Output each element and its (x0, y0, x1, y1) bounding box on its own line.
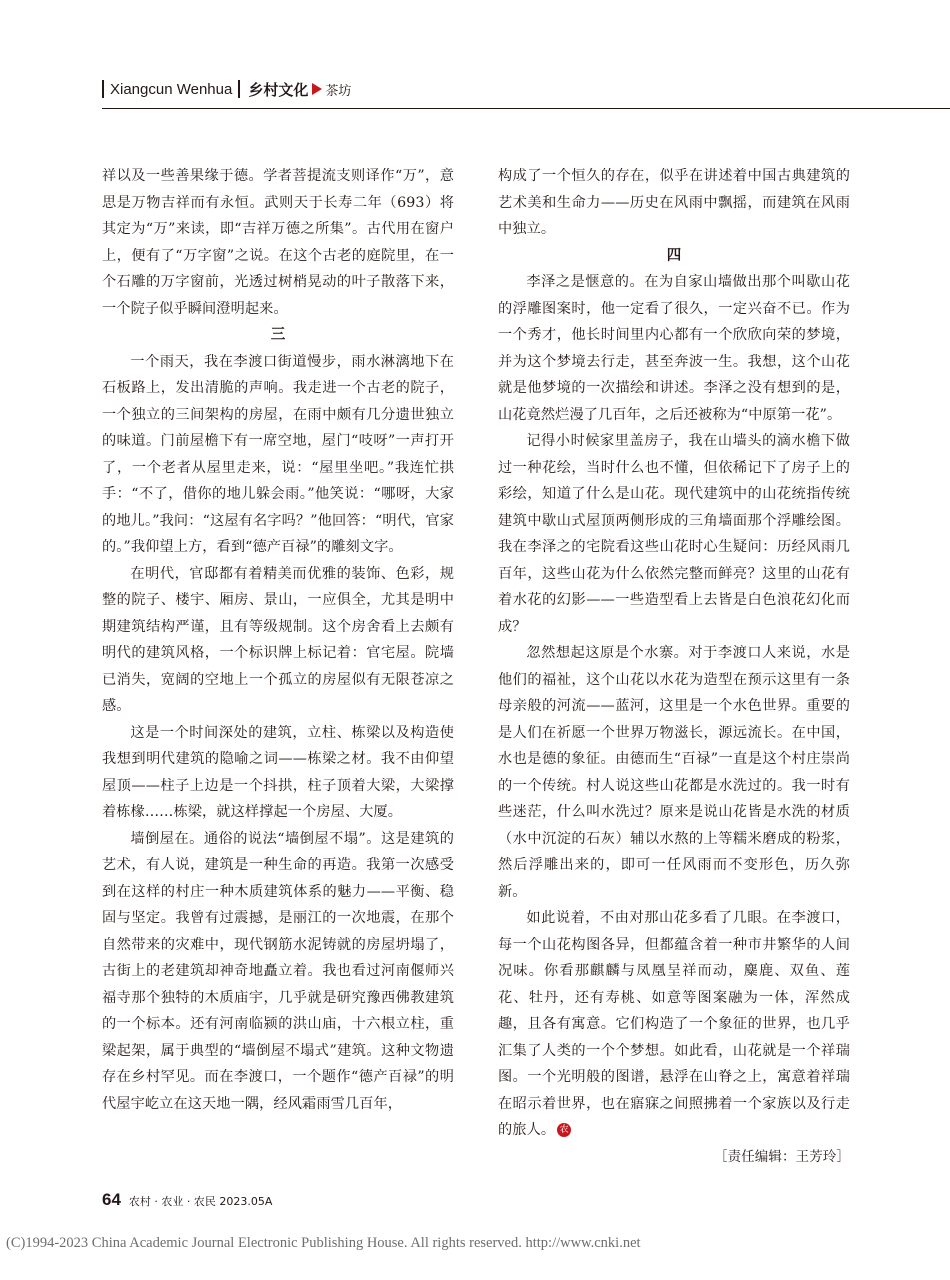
magazine-latin-name: Xiangcun Wenhua (110, 80, 233, 98)
paragraph: 这是一个时间深处的建筑，立柱、栋梁以及构造使我想到明代建筑的隐喻之词——栋梁之材。我不由仰望屋顶——柱子上边是一个抖拱，柱子顶着大梁，大梁撑着栋椽……栋梁，就这样撑起一个房屋、大厦。 (102, 724, 454, 820)
header-rule (102, 108, 950, 109)
paragraph: 记得小时候家里盖房子，我在山墙头的滴水檐下做过一种花绘，当时什么也不懂，但依稀记下了房子上的彩绘，知道了什么是山花。现代建筑中的山花统指传统建筑中歇山式屋顶两侧形成的三角墙面那个浮雕绘图。我在李泽之的宅院看这些山花时心生疑问：历经风雨几百年，这些山花为什么依然完整而鲜亮？这里的山花有着水花的幻影——一些造型看上去皆是白色浪花幻化而成？ (498, 433, 850, 635)
magazine-chinese-name: 乡村文化 (248, 80, 309, 99)
copyright-notice: (C)1994-2023 China Academic Journal Electronic Publishing House. All rights reserved. http://www.cnki.net (6, 1235, 641, 1251)
paragraph: 祥以及一些善果缘于德。学者菩提流支则译作“万”，意思是万物吉祥而有永恒。武则天于长寿二年（693）将其定为“万”来读，即“吉祥万德之所集”。古代用在窗户上，便有了“万字窗”之说。在这个古老的庭院里，在一个石雕的万字窗前，光透过树梢晃动的叶子散落下来，一个院子似乎瞬间澄明起来。 (102, 168, 454, 317)
paragraph-final (498, 905, 850, 1144)
page-number: 64 (102, 1190, 121, 1209)
left-column (102, 163, 454, 1117)
issue-info: 农村 · 农业 · 农民 2023.05A (128, 1195, 273, 1208)
header-bar (102, 80, 104, 98)
section-name: 茶坊 (325, 83, 352, 99)
section-heading-4: 四 (666, 246, 682, 264)
page-footer (102, 1190, 272, 1210)
header-separator (238, 80, 240, 98)
end-mark-icon: 农 (557, 1123, 571, 1137)
paragraph: 在明代，官邸都有着精美而优雅的装饰、色彩，规整的院子、楼宇、厢房、景山，一应俱全，尤其是明中期建筑结构严谨，且有等级规制。这个房舍看上去颇有明代的建筑风格，一个标识牌上标记着：官宅屋。院墙已消失，宽阔的空地上一个孤立的房屋似有无限苍凉之感。 (102, 565, 454, 714)
paragraph: 墙倒屋在。通俗的说法“墙倒屋不塌”。这是建筑的艺术，有人说，建筑是一种生命的再造。我第一次感受到在这样的村庄一种木质建筑体系的魅力——平衡、稳固与坚定。我曾有过震撼，是丽江的一次地震，在那个自然带来的灾难中，现代钢筋水泥铸就的房屋坍塌了，古街上的老建筑却神奇地矗立着。我也看过河南偃师兴福寺那个独特的木质庙宇，几乎就是研究豫西佛教建筑的一个标本。还有河南临颍的洪山庙，十六根立柱，重梁起架，属于典型的“墙倒屋不塌式”建筑。这种文物遗存在乡村罕见。而在李渡口，一个题作“德产百禄”的明代屋宇屹立在这天地一隅，经风霜雨雪几百年， (102, 830, 454, 1112)
paragraph-final-text: 如此说着，不由对那山花多看了几眼。在李渡口，每一个山花构图各异，但都蕴含着一种市井繁华的人间况味。你看那麒麟与凤凰呈祥而动，麋鹿、双鱼、莲花、牡丹，还有寿桃、如意等图案融为一体，浑然成趣，且各有寓意。它们构造了一个象征的世界，也几乎汇集了人类的一个个梦想。如此看，山花就是一个祥瑞图。一个光明般的图谱，悬浮在山脊之上，寓意着祥瑞在昭示着世界，也在寤寐之间照拂着一个家族以及行走的旅人。 (498, 910, 850, 1138)
right-column (498, 163, 850, 1170)
responsible-editor: ［责任编辑：王芳玲］ (714, 1148, 850, 1165)
section-heading-3: 三 (270, 326, 286, 343)
paragraph: 李泽之是惬意的。在为自家山墙做出那个叫歇山花的浮雕图案时，他一定看了很久，一定兴奋不已。作为一个秀才，他长时间里内心都有一个欣欣向荣的梦境，并为这个梦境去行走，甚至奔波一生。我想，这个山花就是他梦境的一次描绘和讲述。李泽之没有想到的是，山花竟然烂漫了几百年，之后还被称为“中原第一花”。 (498, 274, 850, 423)
paragraph: 构成了一个恒久的存在，似乎在讲述着中国古典建筑的艺术美和生命力——历史在风雨中飘摇，而建筑在风雨中独立。 (498, 168, 850, 237)
paragraph: 一个雨天，我在李渡口街道慢步，雨水淋漓地下在石板路上，发出清脆的声响。我走进一个古老的院子，一个独立的三间架构的房屋，在雨中颇有几分遗世独立的味道。门前屋檐下有一席空地，屋门“吱呀”一声打开了，一个老者从屋里走来，说：“屋里坐吧。”我连忙拱手：“不了，借你的地儿躲会雨。”他笑说：“哪呀，大家的地儿。”我问：“这屋有名字吗？”他回答：“明代，官家的。”我仰望上方，看到“德产百禄”的雕刻文字。 (102, 353, 454, 555)
play-triangle-icon (312, 83, 322, 95)
page-header (102, 78, 351, 100)
paragraph: 忽然想起这原是个水寨。对于李渡口人来说，水是他们的福祉，这个山花以水花为造型在预示这里有一条母亲般的河流——蓝河，这里是一个水色世界。重要的是人们在祈愿一个世界万物滋长，源远流长。在中国，水也是德的象征。由德而生“百禄”一直是这个村庄崇尚的一个传统。村人说这些山花都是水洗过的。我一时有些迷茫，什么叫水洗过？原来是说山花皆是水洗的材质（水中沉淀的石灰）辅以水熬的上等糯米磨成的粉浆，然后浮雕出来的，即可一任风雨而不变形色，历久弥新。 (498, 645, 850, 900)
